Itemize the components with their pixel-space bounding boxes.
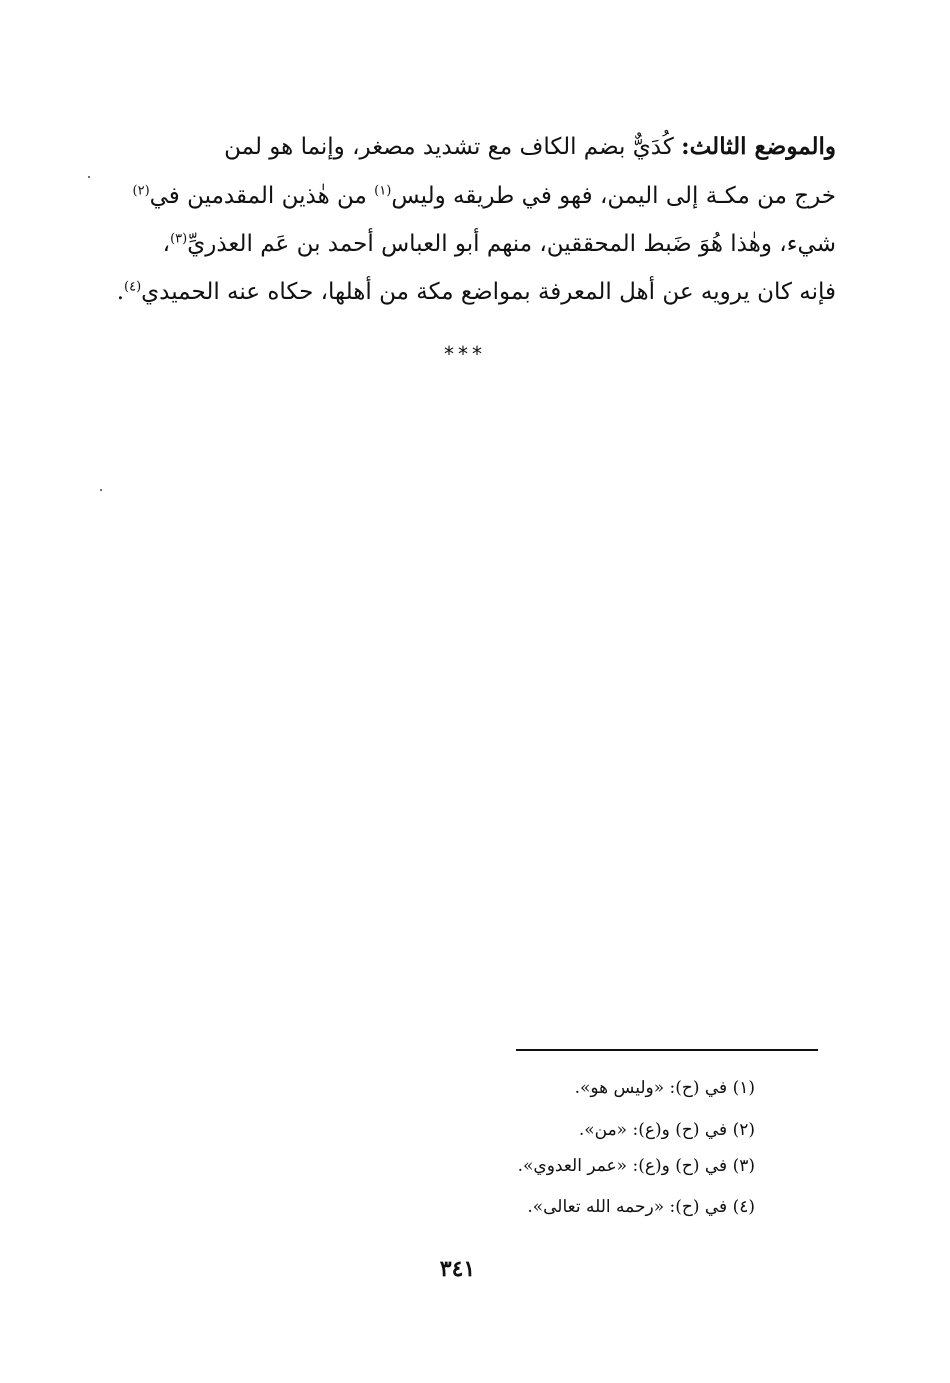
footnote-3: (٣) في (ح) و(ع): «عمر العدوي». bbox=[517, 1156, 755, 1176]
body-text: كُدَيٌّ بضم الكاف مع تشديد مصغر، وإنما هو لمن bbox=[224, 134, 682, 160]
body-text: من هٰذين المقدمين في bbox=[149, 183, 375, 209]
body-line-1 bbox=[106, 133, 836, 160]
footnote-marker: (١) bbox=[374, 183, 392, 199]
page-number: ٣٤١ bbox=[439, 1256, 476, 1282]
footnote-rule bbox=[516, 1049, 818, 1051]
footnote-marker: (٣) bbox=[170, 231, 188, 247]
footnote-4: (٤) في (ح): «رحمه الله تعالى». bbox=[527, 1197, 755, 1217]
body-text: . bbox=[116, 279, 125, 305]
footnote-2: (٢) في (ح) و(ع): «من». bbox=[578, 1120, 755, 1140]
scan-speck bbox=[100, 489, 102, 491]
section-separator: *** bbox=[444, 342, 486, 366]
body-text: خرج من مكـة إلى اليمن، فهو في طريقه وليس bbox=[391, 183, 836, 209]
section-lead: والموضع الثالث: bbox=[681, 133, 836, 160]
scan-speck bbox=[88, 176, 90, 178]
body-text: فإنه كان يرويه عن أهل المعرفة بمواضع مكة من أهلها، حكاه عنه الحميدي bbox=[141, 279, 836, 305]
body-text: شيء، وهٰذا هُوَ ضَبط المحققين، منهم أبو العباس أحمد بن عَم العذريِّ bbox=[187, 231, 836, 257]
body-line-4 bbox=[106, 279, 836, 305]
footnote-marker: (٤) bbox=[124, 279, 142, 295]
footnote-marker: (٢) bbox=[132, 183, 150, 199]
body-line-3 bbox=[106, 231, 836, 257]
body-text: ، bbox=[162, 231, 171, 257]
footnote-1: (١) في (ح): «وليس هو». bbox=[574, 1078, 755, 1098]
body-line-2 bbox=[106, 183, 836, 209]
